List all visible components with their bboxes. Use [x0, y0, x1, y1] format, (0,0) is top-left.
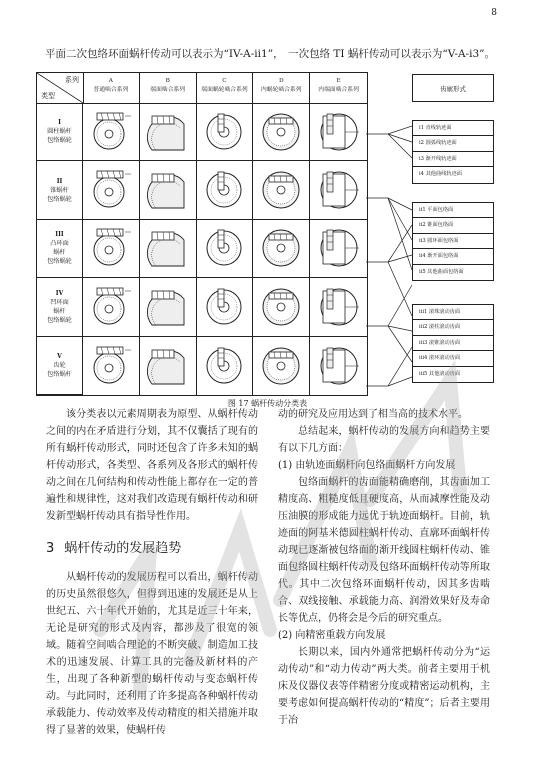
row-numeral: I — [58, 119, 61, 127]
classification-figure — [36, 64, 494, 396]
row-name: 齿轮 — [53, 361, 66, 369]
left-column — [46, 406, 258, 739]
list-item-heading: (2) 向精密重载方向发展 — [278, 630, 386, 641]
row-numeral: III — [55, 231, 64, 239]
section-heading — [46, 539, 258, 559]
paragraph: 包络面蜗杆的齿面能精确磨削，其齿面加工精度高、粗糙度低且硬度高，从而减摩性能及动压油膜的形成能力远优于轨迹面蜗杆。目前，轨迹面的阿基米德圆柱蜗杆传动、直廓环面蜗杆传动现已逐渐被包络面的渐开线圆柱蜗杆传动、锥面包络圆柱蜗杆传动及包络环面蜗杆传动等所取代。其中二次包络环面蜗杆传动，因其多齿啮合、双线接触、承载能力高、润滑效果好及寿命长等优点，仍将会是今后的研究重点。 — [278, 477, 490, 624]
tooth-group-rolling — [412, 304, 494, 383]
row-name: 锥蜗杆 — [50, 186, 69, 194]
tooth-item: iii3 滚锥滚动齿面 — [413, 336, 493, 351]
tooth-item: ii3 圆环面包络面 — [413, 234, 493, 249]
row-numeral: V — [57, 352, 62, 360]
corner-label-type: 类型 — [41, 92, 55, 100]
figure-caption: 图 17 蜗杆传动分类表 — [227, 399, 308, 408]
row-name: 凹环面 — [50, 298, 69, 306]
tooth-item: ii4 渐开面包络面 — [413, 249, 493, 264]
column-letter: E — [336, 78, 341, 84]
tooth-item: ii1 平面包络面 — [413, 203, 493, 218]
column-name: 端面蜗轮啮合系列 — [201, 87, 248, 93]
row-name: 蜗杆 — [53, 307, 66, 315]
tooth-item: i3 渐开线轨迹面 — [413, 152, 493, 167]
column-letter: D — [278, 78, 284, 84]
tooth-item: i1 直线轨迹面 — [413, 121, 493, 136]
column-name: 普通啮合系列 — [93, 87, 129, 93]
intro-right-text: 一次包络 TI 蜗杆传动可以表示为“V-A-i3”。 — [288, 48, 495, 60]
right-column — [278, 406, 490, 729]
tooth-item: iii1 滚珠滚动齿面 — [413, 305, 493, 320]
tooth-item: iii2 滚柱滚动齿面 — [413, 320, 493, 335]
row-name: 圆柱蜗杆 — [47, 128, 72, 136]
row-name: 包络蜗轮 — [47, 316, 72, 324]
row-name: 包络蜗杆 — [47, 370, 72, 378]
tooth-item: iii4 滚环滚动齿面 — [413, 351, 493, 366]
row-name: 蜗杆 — [53, 249, 66, 257]
paragraph: 长期以来，国内外通常把蜗杆传动分为“运动传动”和“动力传动”两大类。前者主要用于机床及仪器仪表等伴精密分度或精密运动机构，主要考虑如何提高蜗杆传动的“精度”；后者主要用于冶 — [278, 647, 490, 726]
tooth-group-envelope — [412, 202, 494, 281]
tooth-group-trajectory — [412, 120, 494, 184]
paragraph: 总结起来，蜗杆传动的发展方向和趋势主要有以下几方面： — [278, 426, 490, 454]
page-number: 8 — [491, 8, 497, 18]
row-name: 包络蜗轮 — [47, 137, 72, 145]
section-number: 3 — [46, 541, 55, 556]
row-name: 包络蜗轮 — [47, 258, 72, 266]
tooth-item: ii2 锥面包络面 — [413, 218, 493, 233]
row-name: 凸环面 — [50, 240, 69, 248]
intro-line — [45, 46, 495, 61]
section-title: 蜗杆传动的发展趋势 — [64, 541, 182, 556]
intro-left-text: 平面二次包络环面蜗杆传动可以表示为“IV-A-ii1”， — [45, 48, 284, 60]
column-name: 内端面啮合系列 — [318, 87, 359, 93]
tooth-item: iii5 其他滚动齿面 — [419, 370, 461, 377]
paragraph: 从蜗杆传动的发展历程可以看出，蜗杆传动的历史虽然很悠久，但得到迅速的发展还是从上世纪五、六十年代开始的，尤其是近三十年来，无论是研究的形式及内容，都涉及了很宽的领域。随着空间啮合理论的不断突破、制造加工技术的迅速发展、计算工具的完备及新材料的产生，出现了各种新型的蜗杆传动与变态蜗杆传动。与此同时，还利用了许多提高各种蜗杆传动承载能力、传动效率及传动精度的相关措施并取得了显著的效果，使蜗杆传 — [46, 572, 258, 736]
row-numeral: II — [56, 177, 63, 185]
paragraph: 动的研究及应用达到了相当高的技术水平。 — [278, 409, 468, 420]
row-name: 包络蜗轮 — [47, 195, 72, 203]
column-letter: B — [165, 78, 170, 84]
tooth-profile-header: 齿廓形式 — [412, 74, 494, 102]
tooth-item: i2 圆弧线轨迹面 — [413, 136, 493, 151]
row-numeral: IV — [55, 289, 64, 297]
tooth-item: ii5 其他曲面包络面 — [419, 268, 464, 275]
column-letter: A — [108, 78, 113, 84]
column-name: 内蜗轮啮合系列 — [260, 87, 302, 93]
corner-label-series: 系列 — [65, 76, 79, 84]
paragraph: 该分类表以元素周期表为原型、从蜗杆传动之间的内在矛盾进行分划，其不仅囊括了现有的所有蜗杆传动形式，同时还包含了许多未知的蜗杆传动形式，各类型、各系列及各形式的蜗杆传动之间在几何结构和传动性能上都存在一定的普遍性和规律性，这对我们改造现有蜗杆传动和研发新型蜗杆传动具有指导性作用。 — [46, 409, 258, 522]
column-name: 端面啮合系列 — [150, 87, 186, 93]
column-letter: C — [222, 78, 227, 84]
list-item-heading: (1) 由轨迹面蜗杆向包络面蜗杆方向发展 — [278, 460, 456, 471]
tooth-item: i4 其他曲线轨迹面 — [419, 171, 462, 178]
